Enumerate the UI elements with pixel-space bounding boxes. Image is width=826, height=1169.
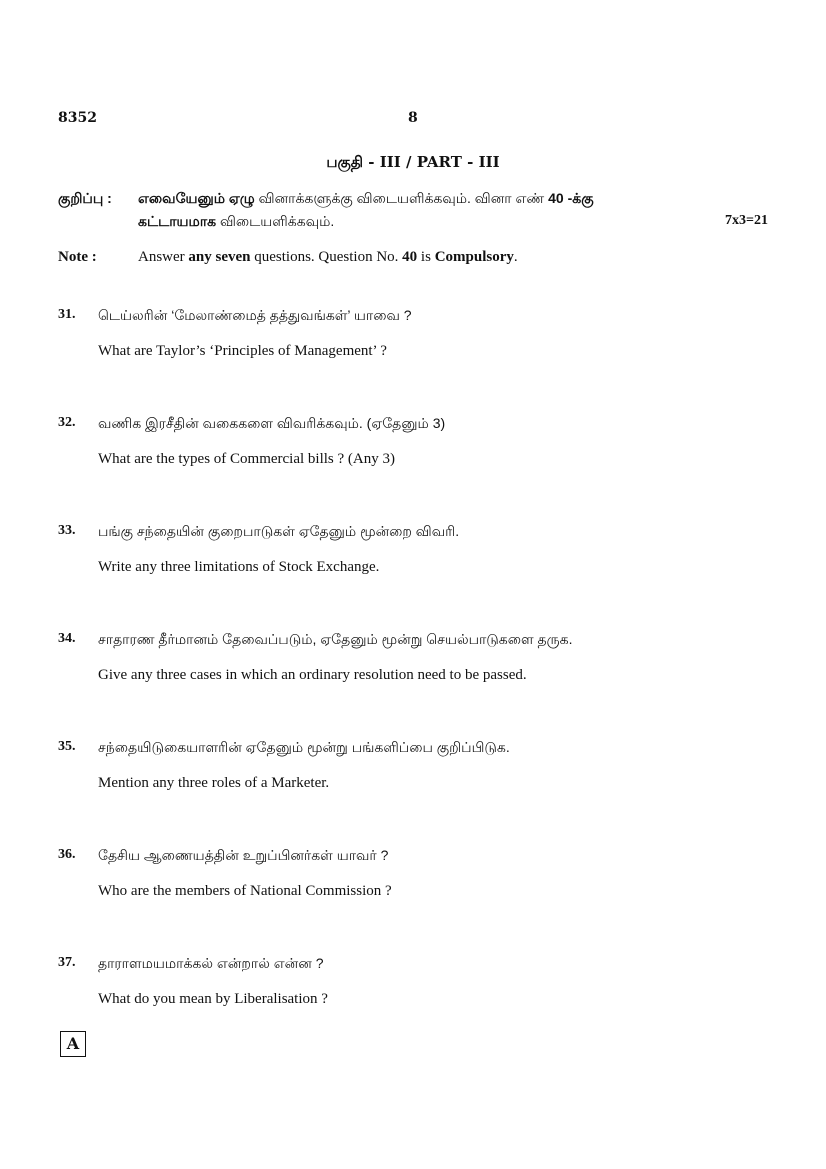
question-number: 35. bbox=[58, 739, 76, 754]
instruction-text-2: விடையளிக்கவும். bbox=[216, 213, 335, 229]
note-text bbox=[138, 249, 518, 266]
instruction-question-number: 40 -க்கு bbox=[548, 190, 594, 206]
note-label: Note : bbox=[58, 249, 97, 265]
question-number: 32. bbox=[58, 415, 76, 430]
note-part: Answer bbox=[138, 249, 189, 265]
page-number: 8 bbox=[408, 110, 418, 126]
question-english: Give any three cases in which an ordinary resolution need to be passed. bbox=[98, 667, 527, 683]
marks-allocation: 7x3=21 bbox=[725, 213, 768, 228]
note-part: questions. Question No. bbox=[250, 249, 403, 265]
question-number: 33. bbox=[58, 523, 76, 538]
question-tamil: டெய்லரின் ‘மேலாண்மைத் தத்துவங்கள்’ யாவை ? bbox=[98, 307, 412, 323]
question-tamil: தேசிய ஆணையத்தின் உறுப்பினர்கள் யாவர் ? bbox=[98, 847, 389, 863]
note-part: . bbox=[513, 249, 518, 265]
question-number: 36. bbox=[58, 847, 76, 862]
note-question-number: 40 bbox=[402, 249, 418, 265]
question-tamil: தாராளமயமாக்கல் என்றால் என்ன ? bbox=[98, 955, 324, 971]
question-english: Write any three limitations of Stock Exchange. bbox=[98, 559, 380, 575]
question-english: Mention any three roles of a Marketer. bbox=[98, 775, 330, 791]
part-title: பகுதி - III / PART - III bbox=[326, 153, 500, 171]
question-tamil: சந்தையிடுகையாளரின் ஏதேனும் மூன்று பங்களிப்பை குறிப்பிடுக. bbox=[98, 739, 510, 755]
question-english: What are the types of Commercial bills ? (Any 3) bbox=[98, 451, 395, 467]
question-english: Who are the members of National Commission ? bbox=[98, 883, 392, 899]
note-emphasis: any seven bbox=[188, 249, 251, 265]
instruction-tamil-line1 bbox=[138, 190, 594, 209]
question-number: 34. bbox=[58, 631, 76, 646]
question-number: 37. bbox=[58, 955, 76, 970]
instruction-tamil-line2 bbox=[138, 213, 334, 232]
instruction-text: வினாக்களுக்கு விடையளிக்கவும். வினா எண் bbox=[254, 190, 549, 206]
note-compulsory: Compulsory bbox=[434, 249, 514, 265]
question-english: What are Taylor’s ‘Principles of Management’ ? bbox=[98, 343, 387, 359]
note-part: is bbox=[417, 249, 435, 265]
question-tamil: வணிக இரசீதின் வகைகளை விவரிக்கவும். (ஏதேனும் 3) bbox=[98, 415, 446, 431]
instruction-emphasis: எவையேனும் ஏழு bbox=[138, 190, 255, 206]
booklet-version-box: A bbox=[60, 1031, 86, 1057]
question-tamil: பங்கு சந்தையின் குறைபாடுகள் ஏதேனும் மூன்றை விவரி. bbox=[98, 523, 460, 539]
paper-code: 8352 bbox=[58, 110, 97, 126]
question-tamil: சாதாரண தீர்மானம் தேவைப்படும், ஏதேனும் மூன்று செயல்பாடுகளை தருக. bbox=[98, 631, 573, 647]
instruction-label: குறிப்பு : bbox=[58, 190, 112, 206]
question-english: What do you mean by Liberalisation ? bbox=[98, 991, 328, 1007]
question-number: 31. bbox=[58, 307, 76, 322]
instruction-compulsory: கட்டாயமாக bbox=[138, 213, 217, 229]
